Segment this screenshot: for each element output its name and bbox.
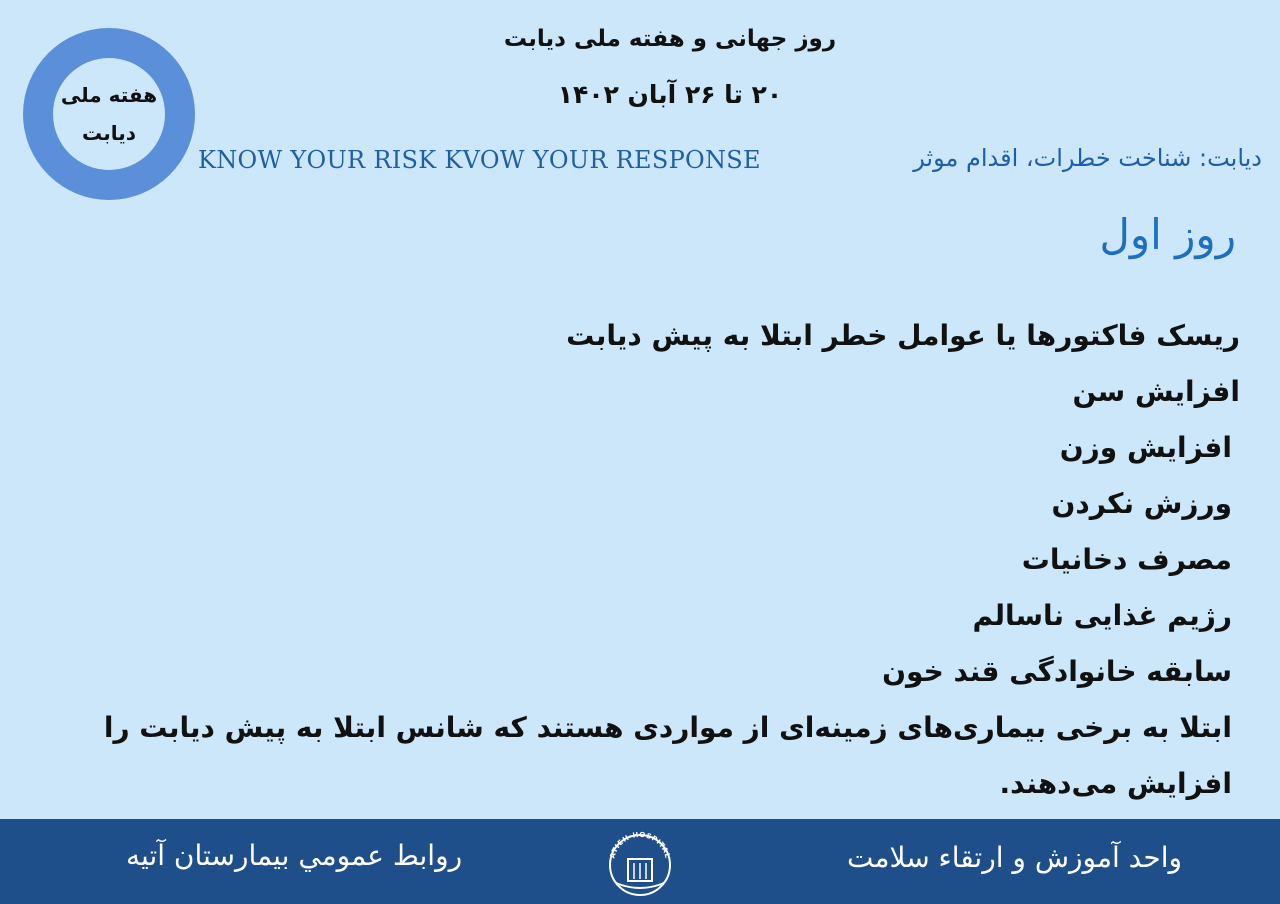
logo-text: ATIEH HOSPITAL — [608, 830, 672, 860]
list-item: مصرف دخانیات — [1021, 543, 1232, 576]
english-slogan: KNOW YOUR RISK KVOW YOUR RESPONSE — [198, 146, 761, 174]
risk-factors-heading: ریسک فاکتورها یا عوامل خطر ابتلا به پیش دیابت — [566, 319, 1240, 352]
list-item: افزایش سن — [1072, 375, 1240, 408]
day-title: روز اول — [1099, 210, 1236, 259]
persian-slogan: دیابت: شناخت خطرات، اقدام موثر — [913, 144, 1262, 172]
page-title: روز جهانی و هفته ملی دیابت — [503, 26, 837, 52]
risk-factors-content — [40, 308, 1240, 812]
badge-inner-circle — [53, 58, 165, 170]
list-item: ورزش نکردن — [1051, 487, 1232, 520]
education-unit-label: واحد آموزش و ارتقاء سلامت — [847, 841, 1182, 874]
list-item: سابقه خانوادگی قند خون — [882, 655, 1232, 688]
hospital-building-icon — [604, 829, 676, 897]
svg-text:ATIEH HOSPITAL — [608, 831, 671, 859]
badge-line-1: هفته ملی — [60, 83, 158, 107]
risk-paragraph: ابتلا به برخی بیماری‌های زمینه‌ای از مواردی هستند که شانس ابتلا به پیش دیابت را افزایش می‌دهند. — [103, 711, 1232, 800]
list-item: افزایش وزن — [1059, 431, 1232, 464]
footer-bar — [0, 819, 1280, 904]
badge-line-2: دیابت — [82, 121, 136, 145]
public-relations-label: روابط عمومي بيمارستان آتيه — [126, 839, 463, 872]
date-range: ۲۰ تا ۲۶ آبان ۱۴۰۲ — [557, 80, 783, 109]
list-item: رژیم غذایی ناسالم — [972, 599, 1232, 632]
national-week-badge — [23, 28, 195, 200]
